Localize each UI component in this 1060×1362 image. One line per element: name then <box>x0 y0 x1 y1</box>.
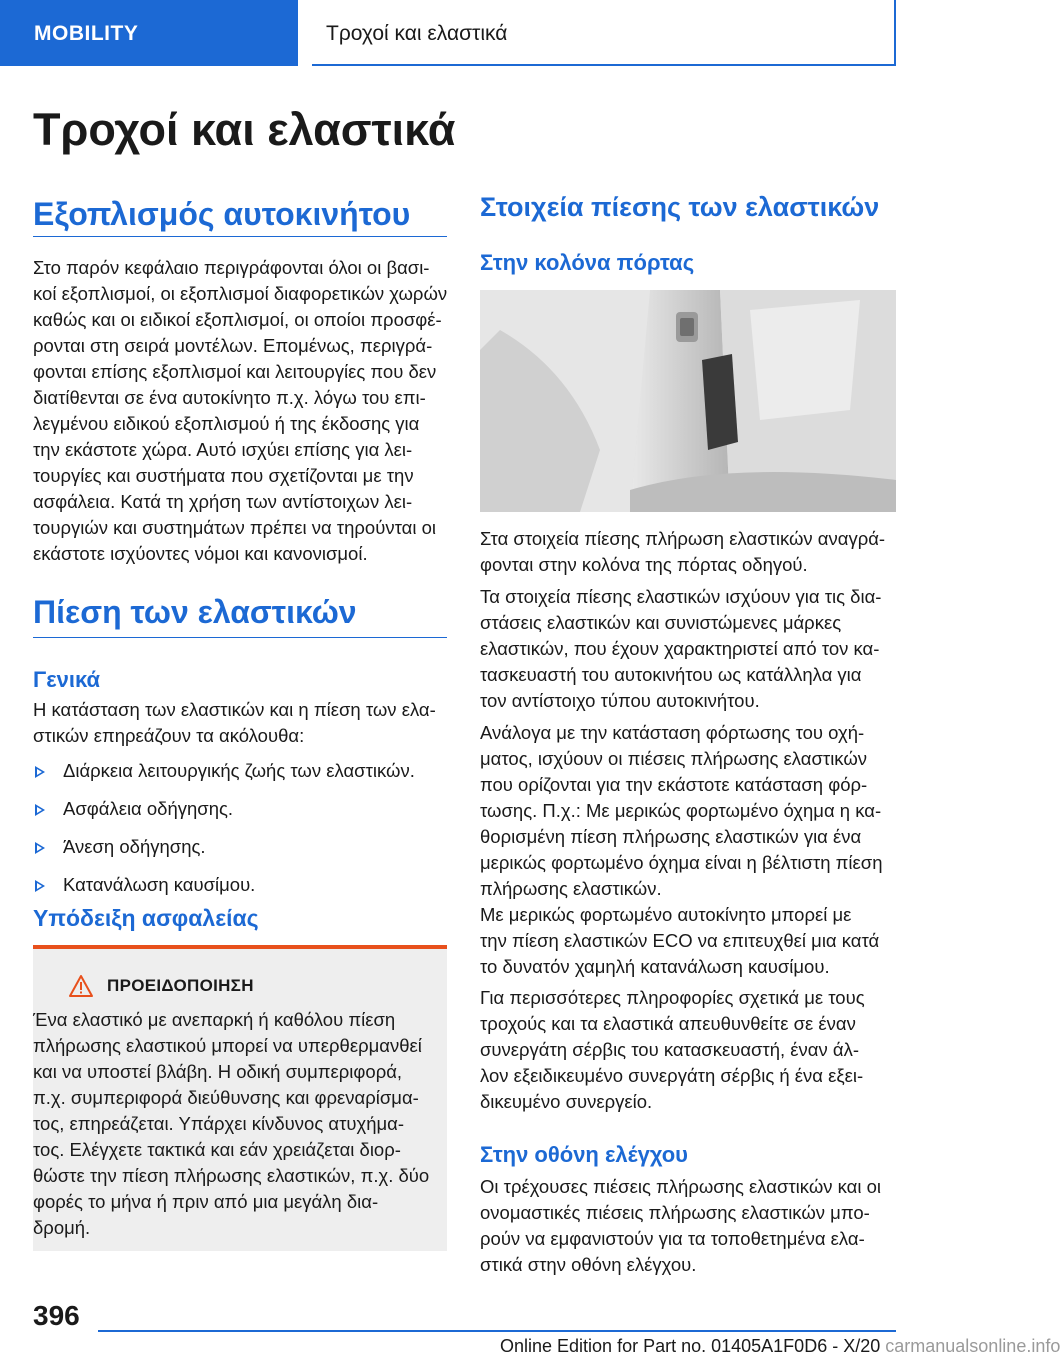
bullet-triangle-icon <box>35 880 45 892</box>
control-display-paragraph: Οι τρέχουσες πιέσεις πλήρωσης ελαστικών και οι ονομαστικές πιέσεις πλήρωσης ελαστικών μπο- ρούν να εμφανιστούν για τα τοποθετημένα ελα- στικά στην οθόνη ελέγχου. <box>480 1176 882 1275</box>
heading-control-display: Στην οθόνη ελέγχου <box>480 1142 688 1167</box>
heading-rule <box>33 637 447 638</box>
door-pillar-photo <box>480 290 896 512</box>
door-pillar-illustration <box>480 290 896 512</box>
general-intro: Η κατάσταση των ελαστικών και η πίεση των ελα- στικών επηρεάζουν τα ακόλουθα: <box>33 699 436 746</box>
bullet-triangle-icon <box>35 804 45 816</box>
heading-door-pillar: Στην κολόνα πόρτας <box>480 250 695 275</box>
page-title: Τροχοί και ελαστικά <box>33 104 456 155</box>
door-pillar-paragraph-5: Για περισσότερες πληροφορίες σχετικά με τους τροχούς και τα ελαστικά απευθυνθείτε σε έναν συνεργάτη σέρβις του κατασκευαστή, έναν άλ- λον εξειδικευμένο συνεργάτη σέρβις ή ένα εξει- δικευμένο συνεργείο. <box>480 987 865 1112</box>
footer-rule <box>98 1330 896 1332</box>
heading-rule <box>33 236 447 237</box>
heading-general: Γενικά <box>33 667 101 692</box>
door-pillar-paragraph-4: Με μερικώς φορτωμένο αυτοκίνητο μπορεί με την πίεση ελαστικών ECO να επιτευχθεί μια κατά το δυνατόν χαμηλή κατανάλωση καυσίμου. <box>480 904 880 977</box>
list-item: Κατανάλωση καυσίμου. <box>33 872 447 910</box>
door-pillar-paragraph-2: Τα στοιχεία πίεσης ελαστικών ισχύουν για τις δια- στάσεις ελαστικών και συνιστώμενες μάρκες ελαστικών, που έχουν χαρακτηριστεί από τον κα- τασκευαστή του αυτοκινήτου ως κατάλληλα για τον αντίστοιχο τύπου αυτοκινήτου. <box>480 586 882 711</box>
bullet-triangle-icon <box>35 842 45 854</box>
list-item: Ασφάλεια οδήγησης. <box>33 796 447 834</box>
warning-box <box>33 945 447 1251</box>
footer-edition: Online Edition for Part no. 01405A1F0D6 - X/20 carmanualsonline.info <box>500 1336 1060 1356</box>
door-pillar-paragraph-1: Στα στοιχεία πίεσης πλήρωση ελαστικών αναγρά- φονται στην κολόνα της πόρτας οδηγού. <box>480 528 886 575</box>
breadcrumb: Τροχοί και ελαστικά <box>312 0 896 66</box>
heading-safety-note: Υπόδειξη ασφαλείας <box>33 905 259 931</box>
heading-tire-pressure-data: Στοιχεία πίεσης των ελαστικών <box>480 192 880 222</box>
chapter-tab[interactable]: MOBILITY <box>0 0 298 66</box>
warning-text: Ένα ελαστικό με ανεπαρκή ή καθόλου πίεση πλήρωσης ελαστικού μπορεί να υπερθερμανθεί και να υποστεί βλάβη. Η οδική συμπεριφορά, π.χ. συμπεριφορά διεύθυνσης και φρεναρίσμα- τος, επηρεάζεται. Υπάρχει κίνδυνος ατυχήμα- τος. Ελέγχετε τακτικά και εάν χρειάζεται διορ- θώστε την πίεση πλήρωσης ελαστικών, π.χ. δύο φορές το μήνα ή πριν από μια μεγάλη δια- δρομή. <box>33 1009 430 1238</box>
list-item: Διάρκεια λειτουργικής ζωής των ελαστικών. <box>33 758 447 796</box>
door-pillar-paragraph-3: Ανάλογα με την κατάσταση φόρτωσης του οχή- ματος, ισχύουν οι πιέσεις πλήρωσης ελαστικών που ορίζονται για την εκάστοτε κατάσταση φόρ- τωσης. Π.χ.: Με μερικώς φορτωμένο όχημα η κα- θορισμένη πίεση πλήρωσης ελαστικών για ένα μερικώς φορτωμένο όχημα είναι η βέλτιστη πίεση πλήρωσης ελαστικών. <box>480 722 883 899</box>
warning-header <box>69 975 254 997</box>
page-number: 396 <box>33 1300 80 1331</box>
warning-triangle-icon <box>69 975 93 997</box>
tire-effects-list <box>33 758 447 910</box>
bullet-triangle-icon <box>35 766 45 778</box>
heading-vehicle-equipment: Εξοπλισμός αυτοκινήτου <box>33 196 411 232</box>
watermark-text: carmanualsonline.info <box>885 1336 1060 1356</box>
equipment-paragraph: Στο παρόν κεφάλαιο περιγράφονται όλοι οι βασι- κοί εξοπλισμοί, οι εξοπλισμοί διαφορετικών χωρών καθώς και οι ειδικοί εξοπλισμοί, οι οποίοι προσφέ- ρονται στη σειρά μοντέλων. Επομένως, περιγρά- φονται επίσης εξοπλισμοί και λειτουργίες που δεν διατίθενται σε ένα αυτοκίνητο π.χ. λόγω του επι- λεγμένου ειδικού εξοπλισμού ή της έκδοσης για την εκάστοτε χώρα. Αυτό ισχύει επίσης για λει- τουργίες και συστήματα που σχετίζονται με την ασφάλεια. Κατά τη χρήση των αντίστοιχων λει- τουργιών και συστημάτων πρέπει να τηρούνται οι εκάστοτε ισχύοντες νόμοι και κανονισμοί. <box>33 257 448 564</box>
heading-tire-pressure: Πίεση των ελαστικών <box>33 594 357 630</box>
warning-title: ΠΡΟΕΙΔΟΠΟΙΗΣΗ <box>107 976 254 995</box>
list-item: Άνεση οδήγησης. <box>33 834 447 872</box>
